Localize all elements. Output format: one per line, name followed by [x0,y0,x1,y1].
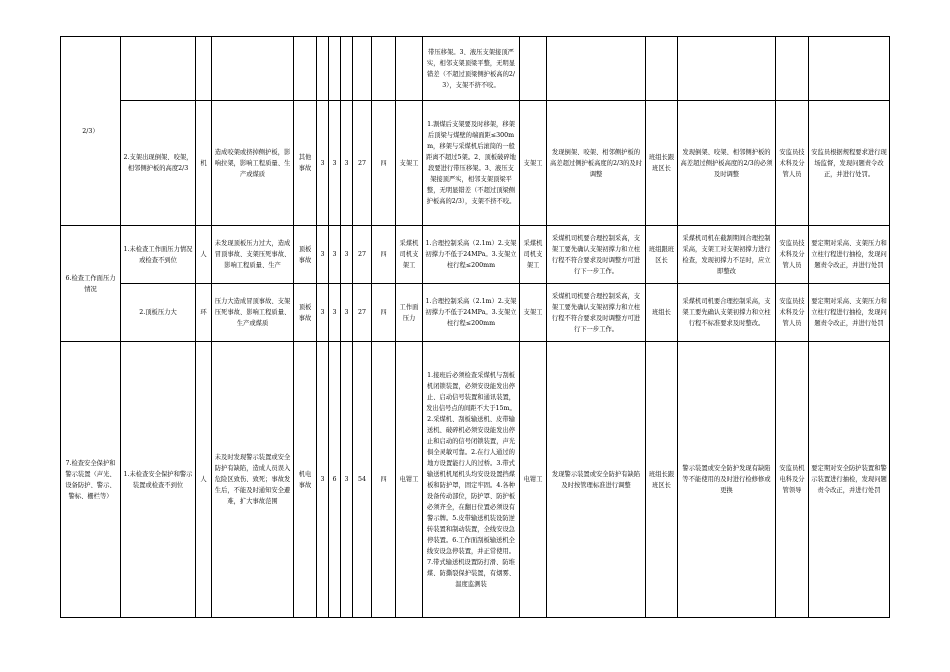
e-cell [329,101,341,226]
e-value: 3 [332,309,337,316]
type-cell [196,284,212,342]
d-cell [353,101,372,226]
level-cell [372,226,396,284]
consequence-text: 压力大造成冒顶事故、支架压死事故、影响工程质量、生产或煤质 [214,298,291,327]
inspection-cell [547,37,646,101]
type-text: 机 [200,159,207,167]
hazard-cell [121,37,196,101]
hazard-text: 1.未检查工作面压力情况或检查不到位 [123,245,193,264]
resp-post-cell [520,101,547,226]
hazard-group-text: 2/3） [82,127,99,135]
l-value: 3 [320,159,325,167]
e-cell [329,342,341,618]
table-row [61,342,890,618]
consequence-cell [212,342,294,618]
resp-post-cell [520,226,547,284]
inspection-cell [547,342,646,618]
type-text: 环 [200,309,207,316]
resp-post-cell [520,284,547,342]
level-cell [372,37,396,101]
hazard-text: 2.顶板压力大 [139,309,177,316]
post-text: 支架工 [399,159,419,167]
supervise-text: 安监员根据规程要求进行现场监督，发现问题责令改正，并进行处罚。 [811,148,887,178]
e-cell [329,37,341,101]
c-cell [341,284,353,342]
d-value: 54 [357,476,366,483]
person-cell [678,37,776,101]
e-cell [329,284,341,342]
level-text: 四 [380,251,387,258]
supervisor-text: 安监员技术科及分管人员 [779,240,805,269]
hazard-group-cell [61,226,121,342]
l-value: 3 [320,309,325,316]
inspection-cell [547,226,646,284]
type-cell [196,101,212,226]
c-value: 3 [344,159,349,167]
e-value: 3 [332,251,337,258]
d-cell [353,284,372,342]
person-text: 采煤机司机在截割期间合理控制采高，支架工对支架初撑力进行检查，发现初撑力不足时，应立即整改 [682,234,771,275]
post-text: 工作面压力 [399,303,419,322]
measures-text: 1.合理控制采高（2.1m）2.支架初撑力不低于24MPa。3.支架立柱行程≤200mm [425,240,517,269]
supervise-text: 要定期对采高、支架压力和立柱行程进行抽检，发现问题责令改正，并进行处罚 [811,240,887,269]
inspection-cell [547,284,646,342]
d-cell [353,37,372,101]
table-row [61,226,890,284]
person-cell [678,226,776,284]
hazard-group-cell [61,342,121,618]
supervise-text: 要定期对采高、支架压力和立柱行程进行抽检，发现问题责令改正，并进行处罚 [811,298,887,327]
e-value: 3 [332,159,337,167]
e-value: 6 [332,476,337,483]
l-value: 3 [320,251,325,258]
supervisor-cell [776,342,809,618]
table-row [61,284,890,342]
hazard-group-text: 6.检查工作面压力情况 [65,274,116,293]
measures-cell [423,284,520,342]
hazard-group-cell [61,37,121,226]
risk-assessment-table [60,36,890,618]
c-cell [341,37,353,101]
level-cell [372,284,396,342]
consequence-cell [212,101,294,226]
d-cell [353,342,372,618]
c-value: 3 [344,251,349,258]
supervisor-cell [776,101,809,226]
hazard-cell [121,101,196,226]
supervise-text: 要定期对安全防护装置和警示装置进行抽检，发现问题责令改正，并进行处罚 [811,465,887,494]
consequence-text: 未及时发现警示装置或安全防护有缺陷，造成人员误入危险区致伤、致死；事故发生后，不能及时通知安全避难，扩大事故范围 [214,454,291,505]
l-cell [317,342,329,618]
e-cell [329,226,341,284]
c-cell [341,342,353,618]
table-row [61,37,890,101]
c-value: 3 [344,309,349,316]
consequence-cell [212,284,294,342]
resp-post-text: 支架工 [523,159,543,167]
resp-post-cell [520,342,547,618]
unit-text: 班组长跟班区长 [648,470,675,489]
unit-text: 班组长跟班区长 [648,154,675,172]
inspection-text: 发现倒架、咬架、相邻侧护板的高差超过侧护板高度的2/3的及时调整 [550,148,642,178]
hazard-cell [121,284,196,342]
post-cell [396,342,423,618]
supervisor-cell [776,284,809,342]
measures-text: 带压移架。3、液压支架接顶严实，相邻支架顶梁平整，无明显错差（不超过顶梁侧护板高的2/3），支架不挤不咬。 [426,48,516,89]
l-cell [317,101,329,226]
accident-text: 其他事故 [298,154,312,172]
resp-post-cell [520,37,547,101]
post-cell [396,284,423,342]
supervise-cell [809,37,890,101]
type-cell [196,342,212,618]
accident-cell [294,37,317,101]
accident-text: 顶板事故 [298,303,312,322]
measures-text: 1.合理控制采高（2.1m）2.支架初撑力不低于24MPa。3.支架立柱行程≤200mm [425,298,517,327]
unit-cell [646,284,678,342]
measures-cell [423,342,520,618]
supervisor-text: 安监员机电科及分管领导 [779,465,805,494]
unit-cell [646,226,678,284]
type-cell [196,226,212,284]
level-text: 四 [380,476,387,483]
resp-post-text: 电钳工 [523,476,543,483]
inspection-text: 采煤机司机要合理控制采高，支架工要先确认支架初撑力和立柱行程不符合要求及时调整方可进行下一步工作。 [551,292,641,333]
table-row [61,101,890,226]
inspection-text: 采煤机司机要合理控制采高，支架工要先确认支架初撑力和立柱行程不符合要求及时调整方可进行下一步工作。 [551,234,641,275]
measures-text: 1.割煤后支架要及时移架，移架后顶梁与煤壁的端面距≤300mm，移架与采煤机后滚筒的一般距离不超过5架。2、顶板破碎地段要进行带压移架。3、液压支架接顶严实，相邻支架顶梁平整，无明显错差（不超过顶梁侧护板高的2/3），支架不挤不咬。 [426,121,516,205]
inspection-text: 发现警示装置或安全防护有缺陷及时按管理标准进行调整 [551,470,641,489]
unit-text: 班组跟班区长 [648,245,675,264]
hazard-cell [121,226,196,284]
c-cell [341,226,353,284]
measures-cell [423,37,520,101]
supervisor-text: 安监员技术科及分管人员 [779,148,805,178]
supervisor-cell [776,37,809,101]
resp-post-text: 采煤机司机支架工 [523,240,543,269]
type-text: 人 [200,251,207,258]
person-text: 采煤机司机要合理控制采高，支架工要先确认支架初撑力和立柱行程不标准要求及时整改。 [682,298,771,327]
post-cell [396,226,423,284]
consequence-text: 造成咬架或挤掉侧护板，影响拉架，影响工程质量、生产或煤质 [214,148,291,178]
supervise-cell [809,101,890,226]
accident-text: 机电事故 [298,470,312,489]
supervisor-cell [776,226,809,284]
hazard-text: 1.未检查安全保护和警示装置或检查不到位 [123,470,193,489]
consequence-cell [212,226,294,284]
consequence-cell [212,37,294,101]
person-text: 警示装置或安全防护发现有缺陷等不能使用的及时进行检修修或更换 [682,465,771,494]
supervise-cell [809,342,890,618]
d-value: 27 [357,159,366,167]
l-cell [317,37,329,101]
l-value: 3 [320,476,325,483]
unit-cell [646,342,678,618]
hazard-group-text: 7.检查安全保护和警示装置（声光、设备防护、警示、警标、栅栏等） [65,459,116,500]
person-cell [678,342,776,618]
post-cell [396,37,423,101]
unit-text: 班组长 [652,309,671,316]
hazard-text: 2.支架出现倒架、咬架，相邻侧护板的高度2/3 [123,154,193,172]
level-text: 四 [380,309,387,316]
unit-cell [646,101,678,226]
unit-cell [646,37,678,101]
level-cell [372,342,396,618]
measures-cell [423,226,520,284]
post-text: 采煤机司机支架工 [399,240,419,269]
consequence-text: 未发现顶板压力过大，造成冒顶事故、支架压死事故、影响工程质量、生产 [214,240,291,269]
accident-cell [294,284,317,342]
d-value: 27 [357,251,366,258]
level-text: 四 [380,159,387,167]
type-text: 人 [200,476,207,483]
person-text: 发现倒架、咬架、相邻侧护板的高差超过侧护板高度的2/3的必须及时调整 [680,148,773,178]
supervisor-text: 安监员技术科及分管人员 [779,298,805,327]
level-cell [372,101,396,226]
l-cell [317,226,329,284]
c-cell [341,101,353,226]
accident-cell [294,226,317,284]
l-cell [317,284,329,342]
measures-cell [423,101,520,226]
accident-cell [294,101,317,226]
d-cell [353,226,372,284]
person-cell [678,284,776,342]
c-value: 3 [344,476,349,483]
supervise-cell [809,226,890,284]
hazard-cell [121,342,196,618]
accident-cell [294,342,317,618]
person-cell [678,101,776,226]
d-value: 27 [357,309,366,316]
supervise-cell [809,284,890,342]
accident-text: 顶板事故 [298,245,312,264]
measures-text: 1.接班后必须检查采煤机与刮板机闭锁装置，必须安设能发出停止、启动信号装置和通讯装置，发出信号点的间距不大于15m。2.采煤机、刮板输送机、皮带输送机、破碎机必须安设能发出停止和启动的信号闭锁装置，声光俱全灵敏可靠。2.在行人通过的地方设置能行人的过桥。3.带式输送机机尾机头均安设设置挡煤板和防护罩，固定牢固。4.各种设备传动部位，防护罩、防护板必须齐全，在翻日位置必须设有警示牌。5.皮带输送机装设防逆转装置和制动装置，全线安设急停装置。6.工作面刮板输送机全线安设急停装置，并正常使用。7.带式输送机设置防打滑、防堆煤、防撕裂保护装置，有烟雾、温度监测装 [426,371,516,588]
post-cell [396,101,423,226]
inspection-cell [547,101,646,226]
resp-post-text: 支架工 [523,309,543,316]
type-cell [196,37,212,101]
post-text: 电钳工 [399,476,419,483]
